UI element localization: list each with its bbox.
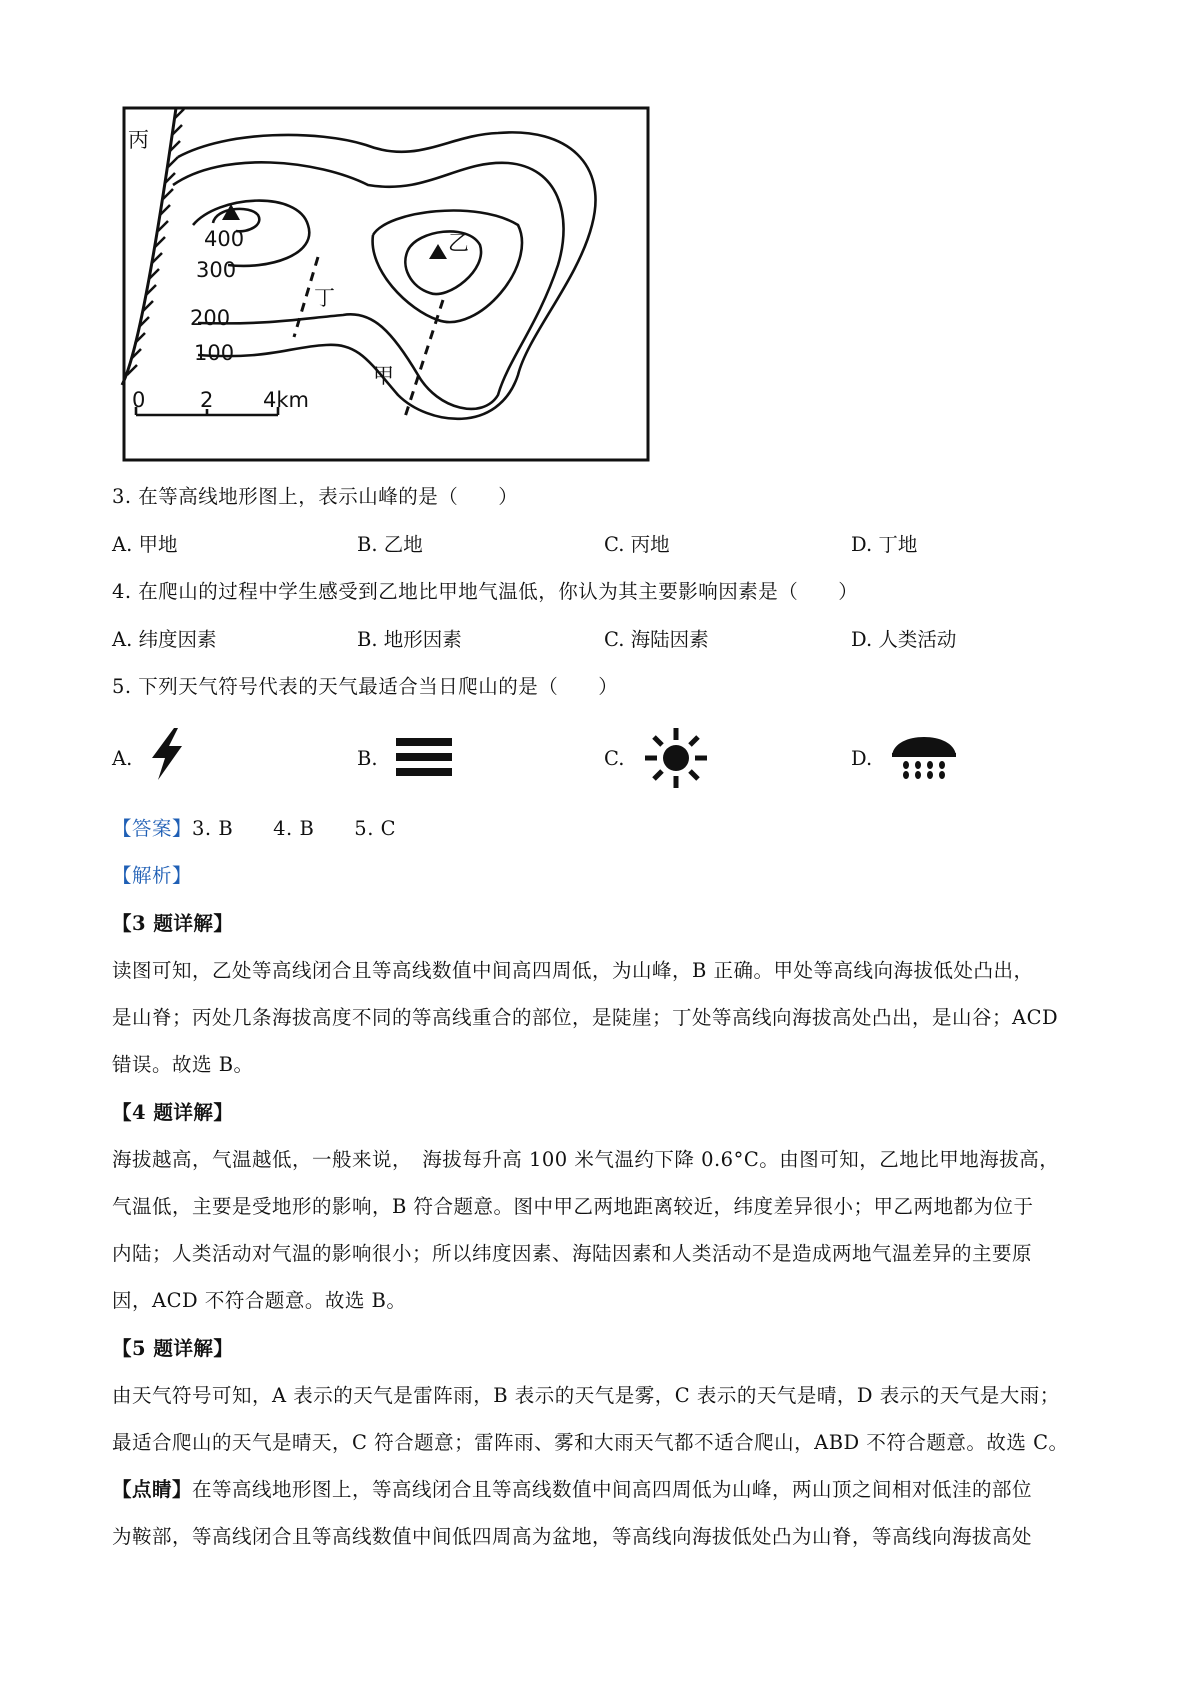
tip-text-1: 在等高线地形图上，等高线闭合且等高线数值中间高四周低为山峰，两山顶之间相对低洼的部位 xyxy=(192,1478,1033,1501)
heavy-rain-icon xyxy=(888,733,960,783)
scale-tick-0: 0 xyxy=(132,388,146,412)
q4-option-a[interactable]: A. 纬度因素 xyxy=(112,628,217,651)
detail-5-title: 【5 题详解】 xyxy=(112,1337,234,1360)
detail-4-line-3: 内陆；人类活动对气温的影响很小；所以纬度因素、海陆因素和人类活动不是造成两地气温差异的主要原 xyxy=(112,1242,1033,1265)
label-yi: 乙 xyxy=(448,231,469,255)
q4-stem: 4. 在爬山的过程中学生感受到乙地比甲地气温低，你认为其主要影响因素是（ ） xyxy=(112,580,859,603)
label-ding: 丁 xyxy=(314,286,335,310)
q3-stem: 3. 在等高线地形图上，表示山峰的是（ ） xyxy=(112,485,519,508)
detail-3-title: 【3 题详解】 xyxy=(112,912,234,935)
q3-option-b[interactable]: B. 乙地 xyxy=(357,533,423,556)
scale-tick-2: 2 xyxy=(200,388,214,412)
label-jia: 甲 xyxy=(373,364,394,388)
contour-label-400: 400 xyxy=(204,227,245,251)
contour-label-300: 300 xyxy=(196,258,237,282)
scale-tick-4: 4km xyxy=(263,388,309,412)
detail-5-line-2: 最适合爬山的天气是晴天，C 符合题意；雷阵雨、雾和大雨天气都不适合爬山，ABD 不符合题意。故选 C。 xyxy=(112,1431,1069,1454)
detail-5-line-1: 由天气符号可知，A 表示的天气是雷阵雨，B 表示的天气是雾，C 表示的天气是晴，D 表示的天气是大雨； xyxy=(112,1384,1060,1407)
q4-option-d[interactable]: D. 人类活动 xyxy=(851,628,957,651)
analysis-label: 【解析】 xyxy=(112,864,193,887)
contour-label-100: 100 xyxy=(194,341,235,365)
q5-option-c[interactable]: C. xyxy=(604,747,625,770)
q4-option-b[interactable]: B. 地形因素 xyxy=(357,628,462,651)
tip-line-1 xyxy=(112,1480,1032,1500)
contour-map xyxy=(118,105,654,464)
answer-text: 3. B 4. B 5. C xyxy=(192,817,397,840)
q5-option-b[interactable]: B. xyxy=(357,747,378,770)
detail-3-line-1: 读图可知，乙处等高线闭合且等高线数值中间高四周低，为山峰，B 正确。甲处等高线向海拔低处凸出， xyxy=(112,959,1034,982)
tip-label: 【点睛】 xyxy=(112,1478,193,1501)
answer-label: 【答案】 xyxy=(112,817,193,840)
tip-line-2: 为鞍部，等高线闭合且等高线数值中间低四周高为盆地，等高线向海拔低处凸为山脊，等高线向海拔高处 xyxy=(112,1525,1033,1548)
contour-label-200: 200 xyxy=(190,306,231,330)
q3-option-a[interactable]: A. 甲地 xyxy=(112,533,178,556)
q5-stem: 5. 下列天气符号代表的天气最适合当日爬山的是（ ） xyxy=(112,675,619,698)
detail-4-line-2: 气温低，主要是受地形的影响，B 符合题意。图中甲乙两地距离较近，纬度差异很小；甲乙两地都为位于 xyxy=(112,1195,1034,1218)
q3-option-c[interactable]: C. 丙地 xyxy=(604,533,670,556)
peak-yi-triangle xyxy=(429,244,447,259)
answer-line xyxy=(112,819,396,839)
sunny-icon xyxy=(641,726,711,790)
ridge-dashed-line xyxy=(405,300,443,417)
detail-4-title: 【4 题详解】 xyxy=(112,1101,234,1124)
label-bing: 丙 xyxy=(128,128,149,152)
q3-option-d[interactable]: D. 丁地 xyxy=(851,533,918,556)
q5-option-d[interactable]: D. xyxy=(851,747,873,770)
q5-option-a[interactable]: A. xyxy=(112,747,133,770)
detail-3-line-3: 错误。故选 B。 xyxy=(112,1053,254,1076)
detail-4-line-1: 海拔越高，气温越低，一般来说， 海拔每升高 100 米气温约下降 0.6°C。由图可知，乙地比甲地海拔高， xyxy=(112,1148,1060,1171)
detail-3-line-2: 是山脊；丙处几条海拔高度不同的等高线重合的部位，是陡崖；丁处等高线向海拔高处凸出，是山谷；ACD xyxy=(112,1006,1059,1029)
q4-option-c[interactable]: C. 海陆因素 xyxy=(604,628,709,651)
fog-icon xyxy=(394,736,454,780)
thunderstorm-icon xyxy=(148,726,188,782)
detail-4-line-4: 因，ACD 不符合题意。故选 B。 xyxy=(112,1289,407,1312)
